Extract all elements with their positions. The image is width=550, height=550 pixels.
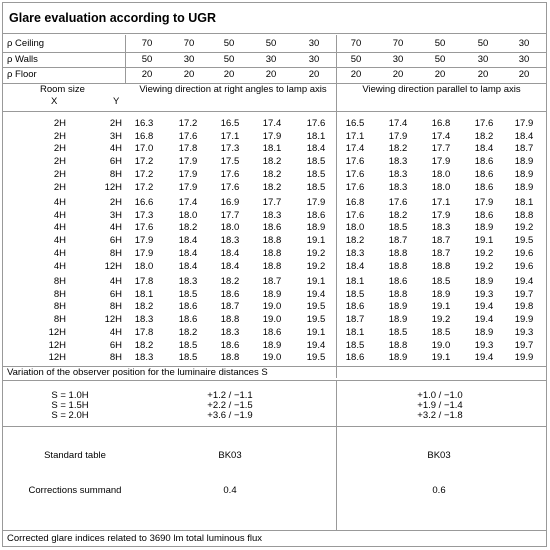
ugr-value: 18.8 [262,235,282,247]
ugr-value: 19.1 [431,301,451,313]
reflectance-label-walls: ρ Walls [7,54,38,65]
ugr-value: 18.9 [262,339,282,351]
ugr-value: 18.7 [262,276,282,287]
ugr-value: 18.2 [345,235,365,247]
standard-table-label: Standard table [44,450,106,461]
divider [3,52,546,53]
ugr-value: 19.7 [514,339,534,351]
room-y: 8H [109,247,122,259]
ugr-value: 18.5 [178,288,198,300]
ugr-value: 19.3 [474,339,494,351]
ugr-value: 18.2 [178,222,198,234]
ugr-value: 18.3 [345,247,365,259]
reflectance-value-ceiling: 30 [518,38,530,49]
room-size-label: Room size [40,84,85,95]
reflectance-value-walls: 50 [223,54,235,65]
ugr-value: 17.1 [431,197,451,208]
ugr-value: 18.4 [178,260,198,272]
ugr-value: 18.6 [262,222,282,234]
ugr-value: 18.3 [220,327,240,338]
ugr-value: 17.3 [134,209,154,221]
ugr-value: 18.4 [178,247,198,259]
ugr-value: 19.4 [306,339,326,351]
ugr-value: 18.5 [306,168,326,180]
ugr-value: 18.7 [514,143,534,155]
ugr-value: 16.8 [345,197,365,208]
room-x: 8H [53,314,66,326]
ugr-value: 18.1 [134,288,154,300]
standard-table-right: BK03 [218,450,242,461]
ugr-value: 18.9 [474,222,494,234]
ugr-value: 17.6 [306,118,326,129]
divider [125,35,126,83]
ugr-value: 17.9 [178,168,198,180]
ugr-value: 17.8 [134,276,154,287]
ugr-value: 17.9 [178,156,198,168]
ugr-value: 18.2 [262,168,282,180]
room-y: 6H [109,339,122,351]
ugr-value: 18.5 [388,327,408,338]
room-y: 2H [109,118,122,129]
room-y: 6H [109,288,122,300]
ugr-value: 17.2 [178,118,198,129]
ugr-value: 19.4 [514,276,534,287]
reflectance-value-floor: 20 [350,69,362,80]
ugr-value: 19.2 [306,260,326,272]
right-angles-header: Viewing direction at right angles to lamp axis [139,84,327,95]
ugr-value: 18.9 [474,276,494,287]
ugr-value: 17.6 [345,181,365,193]
ugr-value: 17.4 [345,143,365,155]
ugr-value: 18.4 [220,260,240,272]
divider [3,111,546,112]
ugr-value: 19.3 [514,327,534,338]
ugr-value: 19.5 [306,301,326,313]
ugr-value: 17.9 [134,235,154,247]
reflectance-value-walls: 30 [477,54,489,65]
ugr-value: 17.7 [431,143,451,155]
ugr-value: 16.6 [134,197,154,208]
room-y: 8H [109,168,122,180]
ugr-value: 18.0 [345,222,365,234]
room-x: 4H [53,260,66,272]
ugr-value: 18.6 [474,181,494,193]
reflectance-value-walls: 50 [350,54,362,65]
reflectance-value-ceiling: 70 [392,38,404,49]
ugr-value: 19.9 [514,352,534,364]
ugr-value: 18.5 [178,339,198,351]
room-y: 4H [109,276,122,287]
ugr-value: 17.4 [178,197,198,208]
ugr-value: 18.6 [220,339,240,351]
ugr-value: 16.5 [345,118,365,129]
ugr-value: 18.6 [220,288,240,300]
ugr-value: 18.7 [345,314,365,326]
ugr-value: 18.8 [388,288,408,300]
ugr-value: 18.1 [514,197,534,208]
reflectance-value-walls: 30 [183,54,195,65]
ugr-value: 18.0 [431,181,451,193]
ugr-value: 18.2 [134,339,154,351]
ugr-value: 19.6 [514,247,534,259]
ugr-value: 18.6 [345,301,365,313]
reflectance-value-walls: 30 [265,54,277,65]
ugr-value: 18.3 [388,181,408,193]
divider [3,380,546,381]
ugr-value: 18.8 [514,209,534,221]
ugr-value: 19.4 [474,352,494,364]
ugr-value: 19.1 [306,276,326,287]
ugr-value: 18.6 [345,352,365,364]
standard-table-parallel: BK03 [427,450,451,461]
ugr-value: 19.9 [514,314,534,326]
ugr-value: 18.0 [134,260,154,272]
reflectance-value-walls: 30 [308,54,320,65]
room-y: 6H [109,235,122,247]
room-y: 2H [109,197,122,208]
ugr-value: 18.6 [178,301,198,313]
ugr-value: 16.3 [134,118,154,129]
ugr-value: 18.9 [514,168,534,180]
ugr-value: 18.4 [514,130,534,142]
reflectance-value-walls: 50 [434,54,446,65]
ugr-value: 18.2 [388,143,408,155]
ugr-value: 17.4 [431,130,451,142]
ugr-value: 18.8 [262,247,282,259]
ugr-value: 17.7 [220,209,240,221]
variation-s: S = 2.0H [51,410,89,421]
ugr-value: 17.9 [306,197,326,208]
ugr-value: 18.2 [262,181,282,193]
ugr-value: 18.4 [345,260,365,272]
ugr-value: 18.2 [134,301,154,313]
corrections-right: 0.4 [223,485,237,496]
variation-right: +2.2 / −1.5 [207,400,253,411]
room-y: 4H [109,327,122,338]
ugr-value: 18.9 [306,222,326,234]
ugr-value: 18.4 [220,247,240,259]
footer-note: Corrected glare indices related to 3690 lm total luminous flux [7,533,263,544]
ugr-value: 18.6 [474,168,494,180]
reflectance-value-floor: 20 [392,69,404,80]
ugr-value: 19.7 [514,288,534,300]
divider [3,426,546,427]
ugr-value: 18.9 [388,352,408,364]
ugr-value: 16.8 [431,118,451,129]
variation-s: S = 1.0H [51,390,89,401]
ugr-value: 17.6 [388,197,408,208]
reflectance-value-floor: 20 [434,69,446,80]
reflectance-value-walls: 50 [141,54,153,65]
ugr-value: 18.6 [306,209,326,221]
room-y: 8H [109,301,122,313]
ugr-value: 19.3 [474,288,494,300]
ugr-value: 19.1 [431,352,451,364]
ugr-value: 18.4 [306,143,326,155]
room-y: 12H [104,314,122,326]
room-x: 4H [53,235,66,247]
ugr-value: 18.0 [220,222,240,234]
ugr-value: 18.2 [220,276,240,287]
ugr-value: 18.9 [388,301,408,313]
ugr-value: 18.8 [220,352,240,364]
room-y: 12H [104,260,122,272]
ugr-glare-table [2,2,547,547]
room-x: 12H [48,352,66,364]
ugr-value: 17.9 [388,130,408,142]
ugr-value: 17.6 [134,222,154,234]
ugr-value: 19.8 [514,301,534,313]
ugr-value: 17.0 [134,143,154,155]
ugr-value: 18.9 [514,181,534,193]
ugr-value: 18.6 [178,314,198,326]
reflectance-value-ceiling: 70 [141,38,153,49]
room-x: 2H [53,168,66,180]
room-x: 8H [53,301,66,313]
ugr-value: 16.9 [220,197,240,208]
ugr-value: 18.5 [431,327,451,338]
ugr-value: 18.3 [431,222,451,234]
room-x: 2H [53,156,66,168]
ugr-value: 18.5 [388,222,408,234]
ugr-value: 18.4 [178,235,198,247]
reflectance-value-floor: 20 [265,69,277,80]
ugr-value: 16.8 [134,130,154,142]
ugr-value: 18.8 [262,260,282,272]
ugr-value: 17.6 [345,168,365,180]
ugr-value: 17.9 [178,181,198,193]
room-x: 4H [53,222,66,234]
ugr-value: 18.7 [431,247,451,259]
ugr-value: 17.5 [220,156,240,168]
ugr-value: 19.1 [474,235,494,247]
ugr-value: 19.0 [431,339,451,351]
room-x: 4H [53,209,66,221]
room-y: 6H [109,156,122,168]
reflectance-value-floor: 20 [183,69,195,80]
ugr-value: 17.9 [431,209,451,221]
ugr-value: 17.9 [474,197,494,208]
ugr-value: 18.8 [388,339,408,351]
ugr-value: 18.9 [388,314,408,326]
room-y: 12H [104,181,122,193]
reflectance-value-floor: 20 [308,69,320,80]
ugr-value: 19.0 [262,352,282,364]
ugr-value: 18.5 [431,276,451,287]
ugr-value: 18.5 [306,156,326,168]
variation-parallel: +1.9 / −1.4 [417,400,463,411]
ugr-value: 17.2 [134,156,154,168]
ugr-value: 17.6 [220,168,240,180]
room-y: 4H [109,222,122,234]
variation-right: +1.2 / −1.1 [207,390,253,401]
ugr-value: 17.9 [134,247,154,259]
ugr-value: 18.5 [178,352,198,364]
ugr-value: 17.9 [262,130,282,142]
room-x: 4H [53,197,66,208]
reflectance-value-ceiling: 50 [265,38,277,49]
ugr-value: 19.0 [262,301,282,313]
ugr-value: 18.2 [262,156,282,168]
ugr-value: 19.2 [431,314,451,326]
ugr-value: 19.1 [306,327,326,338]
ugr-value: 19.2 [306,247,326,259]
ugr-value: 18.8 [431,260,451,272]
ugr-value: 17.6 [178,130,198,142]
ugr-value: 18.8 [220,314,240,326]
ugr-value: 19.1 [306,235,326,247]
ugr-value: 18.1 [262,143,282,155]
ugr-value: 18.3 [134,352,154,364]
room-y: 3H [109,209,122,221]
ugr-value: 18.7 [431,235,451,247]
ugr-value: 18.9 [431,288,451,300]
ugr-value: 19.2 [474,260,494,272]
ugr-value: 17.9 [514,118,534,129]
ugr-value: 18.6 [262,327,282,338]
ugr-value: 17.6 [220,181,240,193]
corrections-label: Corrections summand [28,485,122,496]
reflectance-value-ceiling: 50 [223,38,235,49]
variation-label: Variation of the observer position for the luminaire distances S [7,367,268,378]
ugr-value: 18.5 [345,339,365,351]
ugr-value: 18.3 [262,209,282,221]
ugr-value: 18.3 [134,314,154,326]
ugr-value: 19.0 [262,314,282,326]
divider [3,67,546,68]
ugr-value: 18.6 [388,276,408,287]
divider [336,380,337,530]
ugr-value: 19.2 [474,247,494,259]
reflectance-value-ceiling: 50 [434,38,446,49]
variation-parallel: +1.0 / −1.0 [417,390,463,401]
ugr-value: 18.3 [388,168,408,180]
reflectance-label-ceiling: ρ Ceiling [7,38,45,49]
ugr-value: 17.4 [262,118,282,129]
ugr-value: 19.5 [306,314,326,326]
room-x: 2H [53,143,66,155]
reflectance-value-floor: 20 [518,69,530,80]
reflectance-value-floor: 20 [223,69,235,80]
ugr-value: 17.6 [474,118,494,129]
ugr-value: 17.8 [178,143,198,155]
ugr-value: 18.5 [306,181,326,193]
ugr-value: 18.6 [474,209,494,221]
ugr-value: 18.2 [178,327,198,338]
ugr-value: 17.1 [345,130,365,142]
ugr-value: 18.3 [220,235,240,247]
ugr-value: 19.4 [474,314,494,326]
ugr-value: 17.3 [220,143,240,155]
ugr-value: 18.2 [474,130,494,142]
room-x: 8H [53,276,66,287]
variation-s: S = 1.5H [51,400,89,411]
ugr-value: 18.0 [178,209,198,221]
ugr-value: 19.2 [514,222,534,234]
ugr-value: 18.1 [306,130,326,142]
ugr-value: 17.8 [134,327,154,338]
ugr-value: 18.5 [345,288,365,300]
parallel-header: Viewing direction parallel to lamp axis [362,84,521,95]
room-x: 2H [53,130,66,142]
ugr-value: 18.9 [262,288,282,300]
ugr-value: 17.7 [262,197,282,208]
room-x: 2H [53,118,66,129]
divider [3,530,546,531]
reflectance-value-ceiling: 70 [183,38,195,49]
ugr-value: 18.1 [345,276,365,287]
ugr-value: 18.8 [388,247,408,259]
ugr-value: 18.3 [178,276,198,287]
ugr-value: 18.6 [474,156,494,168]
reflectance-value-ceiling: 30 [308,38,320,49]
ugr-value: 18.7 [388,235,408,247]
reflectance-value-walls: 30 [392,54,404,65]
page-title: Glare evaluation according to UGR [3,3,546,34]
ugr-value: 18.7 [220,301,240,313]
ugr-value: 17.2 [134,181,154,193]
ugr-value: 18.0 [431,168,451,180]
room-y: 8H [109,352,122,364]
ugr-value: 17.6 [345,156,365,168]
ugr-value: 18.8 [388,260,408,272]
room-y: 4H [109,143,122,155]
ugr-value: 19.5 [514,235,534,247]
reflectance-value-floor: 20 [477,69,489,80]
room-x: 12H [48,327,66,338]
variation-right: +3.6 / −1.9 [207,410,253,421]
ugr-value: 19.6 [514,260,534,272]
reflectance-label-floor: ρ Floor [7,69,37,80]
corrections-parallel: 0.6 [432,485,446,496]
ugr-value: 19.4 [306,288,326,300]
room-y: 3H [109,130,122,142]
ugr-value: 19.5 [306,352,326,364]
ugr-value: 17.9 [431,156,451,168]
ugr-value: 17.6 [345,209,365,221]
room-x: 8H [53,288,66,300]
ugr-value: 19.4 [474,301,494,313]
ugr-value: 18.4 [474,143,494,155]
variation-parallel: +3.2 / −1.8 [417,410,463,421]
reflectance-value-floor: 20 [141,69,153,80]
ugr-value: 18.3 [388,156,408,168]
x-label: X [51,96,58,107]
ugr-value: 18.2 [388,209,408,221]
ugr-value: 18.9 [474,327,494,338]
reflectance-value-ceiling: 50 [477,38,489,49]
reflectance-value-ceiling: 70 [350,38,362,49]
room-x: 2H [53,181,66,193]
ugr-value: 17.1 [220,130,240,142]
ugr-value: 16.5 [220,118,240,129]
y-label: Y [113,96,120,107]
ugr-value: 17.4 [388,118,408,129]
room-x: 12H [48,339,66,351]
ugr-value: 18.9 [514,156,534,168]
room-x: 4H [53,247,66,259]
reflectance-value-walls: 30 [518,54,530,65]
ugr-value: 17.2 [134,168,154,180]
ugr-value: 18.1 [345,327,365,338]
